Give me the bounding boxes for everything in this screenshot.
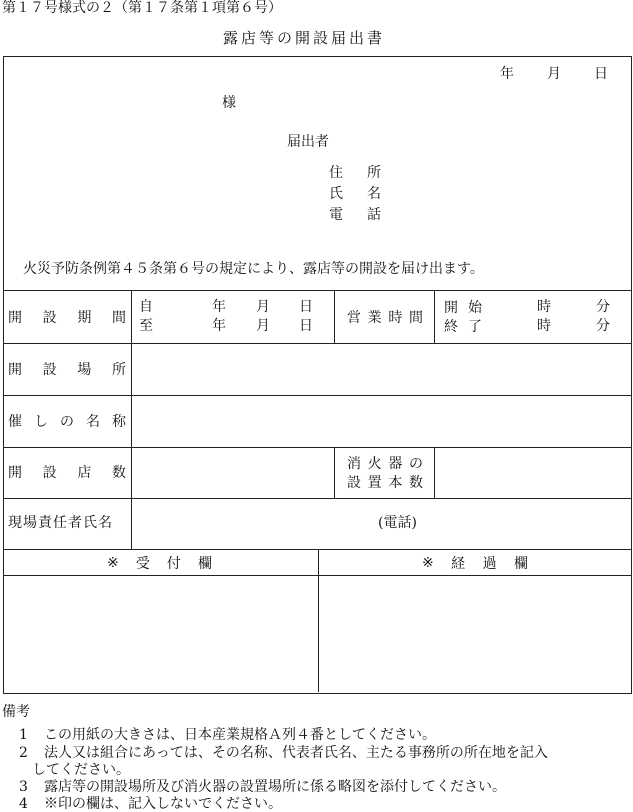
period-to-month: 月	[256, 318, 270, 334]
progress-label: ※ 経 過 欄	[422, 555, 528, 572]
statement: 火災予防条例第４５条第６号の規定により、露店等の開設を届け出ます。	[23, 261, 484, 277]
hours-start-hour: 時	[537, 299, 551, 315]
stall-count-label: 開 設 店 数	[8, 465, 126, 481]
note-text: 露店等の開設場所及び消火器の設置場所に係る略図を添付してください。	[44, 779, 506, 795]
col-divider	[434, 447, 435, 498]
page-title: 露店等の開設届出書	[223, 29, 386, 47]
col-divider	[334, 447, 335, 498]
event-name-label: 催 し の 名 称	[8, 414, 126, 430]
period-from-year: 年	[212, 299, 226, 315]
period-from-month: 月	[256, 299, 270, 315]
date-year: 年	[500, 66, 514, 82]
hours-end-hour: 時	[537, 318, 551, 334]
hours-end-minute: 分	[596, 318, 610, 334]
business-hours-label: 営 業 時 間	[347, 310, 423, 326]
submitter-label: 届出者	[287, 134, 329, 150]
note-number: 4	[19, 796, 28, 812]
note-text-continued: してください。	[32, 762, 130, 778]
extinguisher-label-line2: 設 置 本 数	[347, 475, 423, 491]
row-divider	[3, 395, 631, 396]
row-divider	[3, 498, 631, 499]
row-divider	[3, 290, 631, 291]
addressee-suffix: 様	[222, 95, 236, 111]
form-number: 第１７号様式の２（第１７条第１項第６号）	[2, 0, 282, 16]
manager-label: 現場責任者氏名	[8, 515, 113, 531]
period-from-day: 日	[299, 299, 313, 315]
notes-heading: 備考	[2, 704, 30, 720]
location-label: 開 設 場 所	[8, 362, 126, 378]
row-divider	[3, 549, 631, 550]
period-label: 開 設 期 間	[8, 310, 126, 326]
col-divider	[434, 290, 435, 343]
row-divider	[3, 575, 631, 576]
note-number: 2	[19, 745, 28, 761]
name-label: 氏 名	[329, 186, 381, 202]
period-to-year: 年	[212, 318, 226, 334]
hours-start-label: 開 始	[444, 300, 482, 316]
phone-label: 電 話	[329, 207, 381, 223]
col-divider	[318, 549, 319, 692]
col-divider	[131, 290, 132, 549]
extinguisher-label-line1: 消 火 器 の	[347, 456, 423, 472]
manager-phone-label: (電話)	[378, 515, 417, 531]
note-text: この用紙の大きさは、日本産業規格Ａ列４番としてください。	[44, 727, 436, 743]
row-divider	[3, 343, 631, 344]
col-divider	[334, 290, 335, 343]
note-number: 3	[19, 779, 28, 795]
period-to-mark: 至	[139, 318, 153, 334]
row-divider	[3, 447, 631, 448]
date-month: 月	[547, 66, 561, 82]
hours-start-minute: 分	[596, 299, 610, 315]
note-number: 1	[19, 727, 28, 743]
hours-end-label: 終 了	[444, 319, 482, 335]
note-text: 法人又は組合にあっては、その名称、代表者氏名、主たる事務所の所在地を記入	[44, 745, 548, 761]
reception-label: ※ 受 付 欄	[107, 555, 212, 572]
period-from-mark: 自	[139, 299, 153, 315]
note-text: ※印の欄は、記入しないでください。	[44, 796, 282, 812]
period-to-day: 日	[299, 318, 313, 334]
address-label: 住 所	[329, 165, 381, 181]
date-day: 日	[594, 66, 608, 82]
